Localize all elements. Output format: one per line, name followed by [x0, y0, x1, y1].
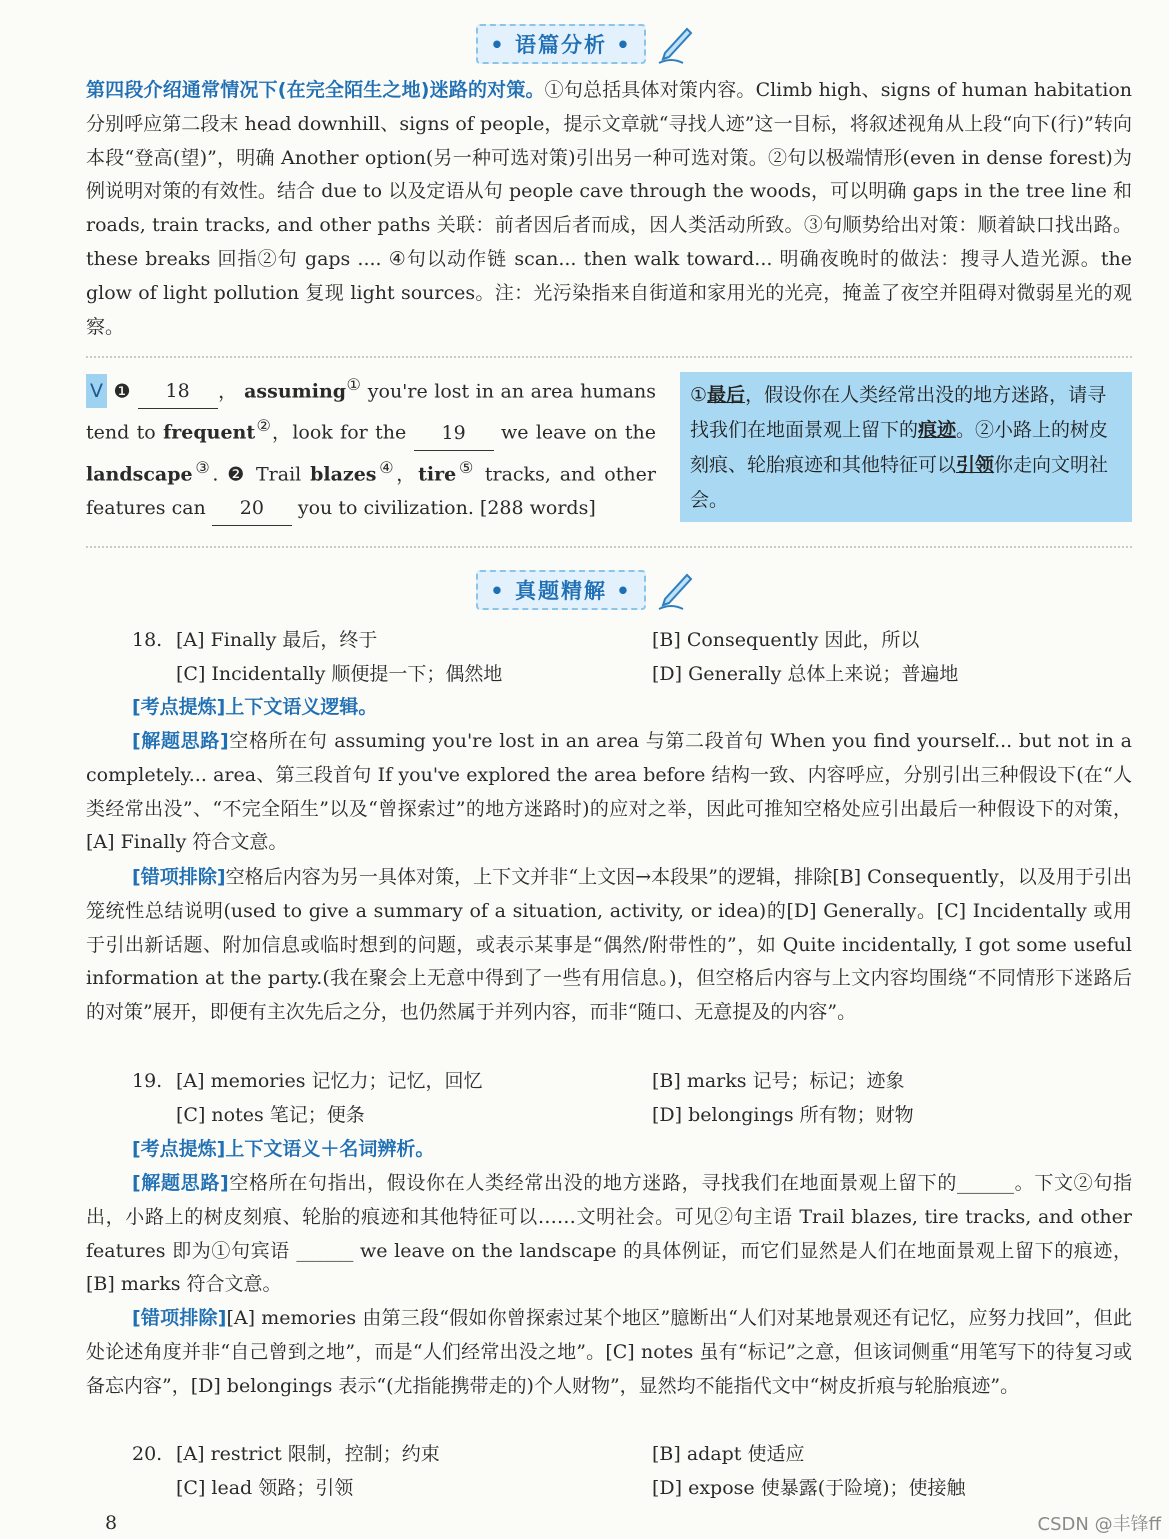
- footnote-mark: ①: [346, 375, 362, 394]
- question-number: 18.: [132, 629, 163, 651]
- divider: [86, 356, 1132, 358]
- keyword: blazes: [310, 462, 377, 485]
- passage-text: .: [212, 462, 228, 485]
- option-d: [D] Generally 总体上来说；普遍地: [652, 663, 959, 685]
- keyword: frequent: [163, 421, 256, 444]
- translation-text: ①: [690, 384, 708, 406]
- question-number: 20.: [132, 1443, 163, 1465]
- wrong-options: [86, 1302, 1132, 1403]
- footnote-mark: ④: [376, 457, 397, 477]
- blank-18: 18: [138, 374, 218, 409]
- blank-20: 20: [212, 491, 292, 526]
- sentence-marker: ❶: [113, 380, 132, 403]
- option-b: [B] adapt 使适应: [652, 1443, 805, 1465]
- analysis-text: ①句总括具体对策内容。Climb high、signs of human habitation 分别呼应第二段末 head downhill、signs of people，提示文章就“寻找人迹”这一目标，将叙述视角从上段“向下(行)”转向本段“登高(望)”，明确 Another option(另一种可选对策)引出另一种可选对策。②句以极端情形(even in dense forest)为例说明对策的有效性。结合 due to 以及定语从句 people cave through the woods，可以明确 gaps in the tree line 和 roads, train tracks, and other paths 关联：前者因后者而成，因人类活动所致。③句顺势给出对策：顺着缺口找出路。these breaks 回指②句 gaps .... ④句以动作链 scan... then walk toward... 明确夜晚时的做法：搜寻人造光源。the glow of light pollution 复现 light sources。注：光污染指来自街道和家用光的光亮，掩盖了夜空并阻碍对微弱星光的观察。: [86, 79, 1132, 338]
- translation-keyword: 最后: [707, 384, 746, 406]
- sentence-marker: ❷: [227, 462, 248, 485]
- footnote-mark: ⑤: [456, 457, 477, 477]
- key-point-text: 上下文语义逻辑。: [225, 696, 378, 718]
- option-c: [C] lead 领路；引领: [176, 1477, 354, 1499]
- passage-text: Trail: [247, 462, 311, 485]
- keyword: assuming: [244, 380, 347, 403]
- keyword: landscape: [86, 462, 193, 485]
- section-label: V: [86, 374, 107, 408]
- wrong-options-label: [错项排除]: [132, 1307, 227, 1329]
- approach-text: 空格所在句 assuming you're lost in an area 与第二段首句 When you find yourself... but not in a completely... area、第三段首句 If you've explored the area before 结构一致、内容呼应，分别引出三种假设下(在“人类经常出没”、“不完全陌生”以及“曾探索过”的地方迷路时)的应对之举，因此可推知空格处应引出最后一种假设下的对策，[A] Finally 符合文意。: [86, 730, 1132, 854]
- option-a: [A] memories 记忆力；记忆，回忆: [176, 1070, 483, 1092]
- section-title-label: • 语篇分析 •: [476, 24, 645, 64]
- option-c: [C] notes 笔记；便条: [176, 1104, 365, 1126]
- passage-text: ，: [217, 380, 238, 403]
- passage-text: we leave on the: [493, 421, 656, 444]
- key-point: [132, 1133, 434, 1167]
- section-title-label: • 真题精解 •: [476, 570, 645, 610]
- approach-label: [解题思路]: [132, 730, 229, 752]
- section-title-analysis: [0, 24, 1169, 69]
- footnote-mark: ③: [192, 457, 213, 477]
- analysis-lead: 第四段介绍通常情况下(在完全陌生之地)迷路的对策。: [86, 79, 545, 101]
- solution-approach: [86, 1167, 1132, 1302]
- passage-text: tracks, and other features can: [86, 462, 656, 519]
- blank-19: 19: [414, 416, 494, 451]
- wrong-options-text: [A] memories 由第三段“假如你曾探索过某个地区”臆断出“人们对某地景观还有记忆，应努力找回”，但此处论述角度并非“自己曾到之地”，而是“人们经常出没之地”。[C] notes 虽有“标记”之意，但该词侧重“用笔写下的待复习或备忘内容”，[D] belongings 表示“(尤指能携带走的)个人财物”，显然均不能指代文中“树皮折痕与轮胎痕迹”。: [86, 1307, 1132, 1397]
- approach-label: [解题思路]: [132, 1172, 229, 1194]
- option-b: [B] Consequently 因此，所以: [652, 629, 920, 651]
- key-point: [132, 691, 377, 725]
- question-number: 19.: [132, 1070, 163, 1092]
- page-number: 8: [105, 1512, 118, 1534]
- footnote-mark: ②: [255, 416, 273, 436]
- translation-keyword: 痕迹: [918, 419, 957, 441]
- pen-icon: [657, 27, 693, 69]
- section-title-explain: [0, 570, 1169, 615]
- wrong-options-label: [错项排除]: [132, 866, 226, 888]
- translation-box: [680, 372, 1132, 522]
- passage-excerpt: [86, 368, 656, 526]
- solution-approach: [86, 725, 1132, 860]
- option-d: [D] belongings 所有物；财物: [652, 1104, 914, 1126]
- passage-text: you to civilization. [288 words]: [291, 496, 596, 519]
- key-point-label: [考点提炼]: [132, 696, 226, 718]
- divider: [86, 546, 1132, 548]
- option-b: [B] marks 记号；标记；迹象: [652, 1070, 905, 1092]
- wrong-options: [86, 861, 1132, 1030]
- option-c: [C] Incidentally 顺便提一下；偶然地: [176, 663, 503, 685]
- translation-keyword: 引领: [956, 454, 995, 476]
- key-point-text: 上下文语义＋名词辨析。: [225, 1138, 435, 1160]
- approach-text: 空格所在句指出，假设你在人类经常出没的地方迷路，寻找我们在地面景观上留下的______。下文②句指出，小路上的树皮刻痕、轮胎的痕迹和其他特征可以……文明社会。可见②句主语 Trail blazes, tire tracks, and other features 即为①句宾语 ______ we leave on the landscape 的具体例证，而它们显然是人们在地面景观上留下的痕迹，[B] marks 符合文意。: [86, 1172, 1132, 1296]
- translation-text: ，假设你在人类经常出没的地方迷路，请寻找我们在地面景观上留下的: [690, 384, 1107, 441]
- translation-text: 你走向文明社会。: [690, 454, 1109, 511]
- option-a: [A] restrict 限制，控制；约束: [176, 1443, 440, 1465]
- analysis-paragraph: [86, 74, 1132, 344]
- option-a: [A] Finally 最后，终于: [176, 629, 378, 651]
- pen-icon: [657, 573, 693, 615]
- passage-text: ，look for the: [272, 421, 414, 444]
- keyword: tire: [418, 462, 457, 485]
- wrong-options-text: 空格后内容为另一具体对策，上下文并非“上文因→本段果”的逻辑，排除[B] Consequently，以及用于引出笼统性总结说明(used to give a summary of a situation, activity, or idea)的[D] Generally。[C] Incidentally 或用于引出新话题、附加信息或临时想到的问题，或表示某事是“偶然/附带性的”，如 Quite incidentally, I got some useful information at the party.(我在聚会上无意中得到了一些有用信息。)，但空格后内容与上文内容均围绕“不同情形下迷路后的对策”展开，即便有主次先后之分，也仍然属于并列内容，而非“随口、无意提及的内容”。: [86, 866, 1132, 1024]
- passage-text: ，: [396, 462, 419, 485]
- option-d: [D] expose 使暴露(于险境)；使接触: [652, 1477, 966, 1499]
- watermark: CSDN @丰锋ff: [1037, 1514, 1161, 1535]
- passage-text: you're lost in an area humans tend to: [86, 380, 656, 444]
- translation-text: 。②小路上的树皮刻痕、轮胎痕迹和其他特征可以: [690, 419, 1109, 476]
- key-point-label: [考点提炼]: [132, 1138, 226, 1160]
